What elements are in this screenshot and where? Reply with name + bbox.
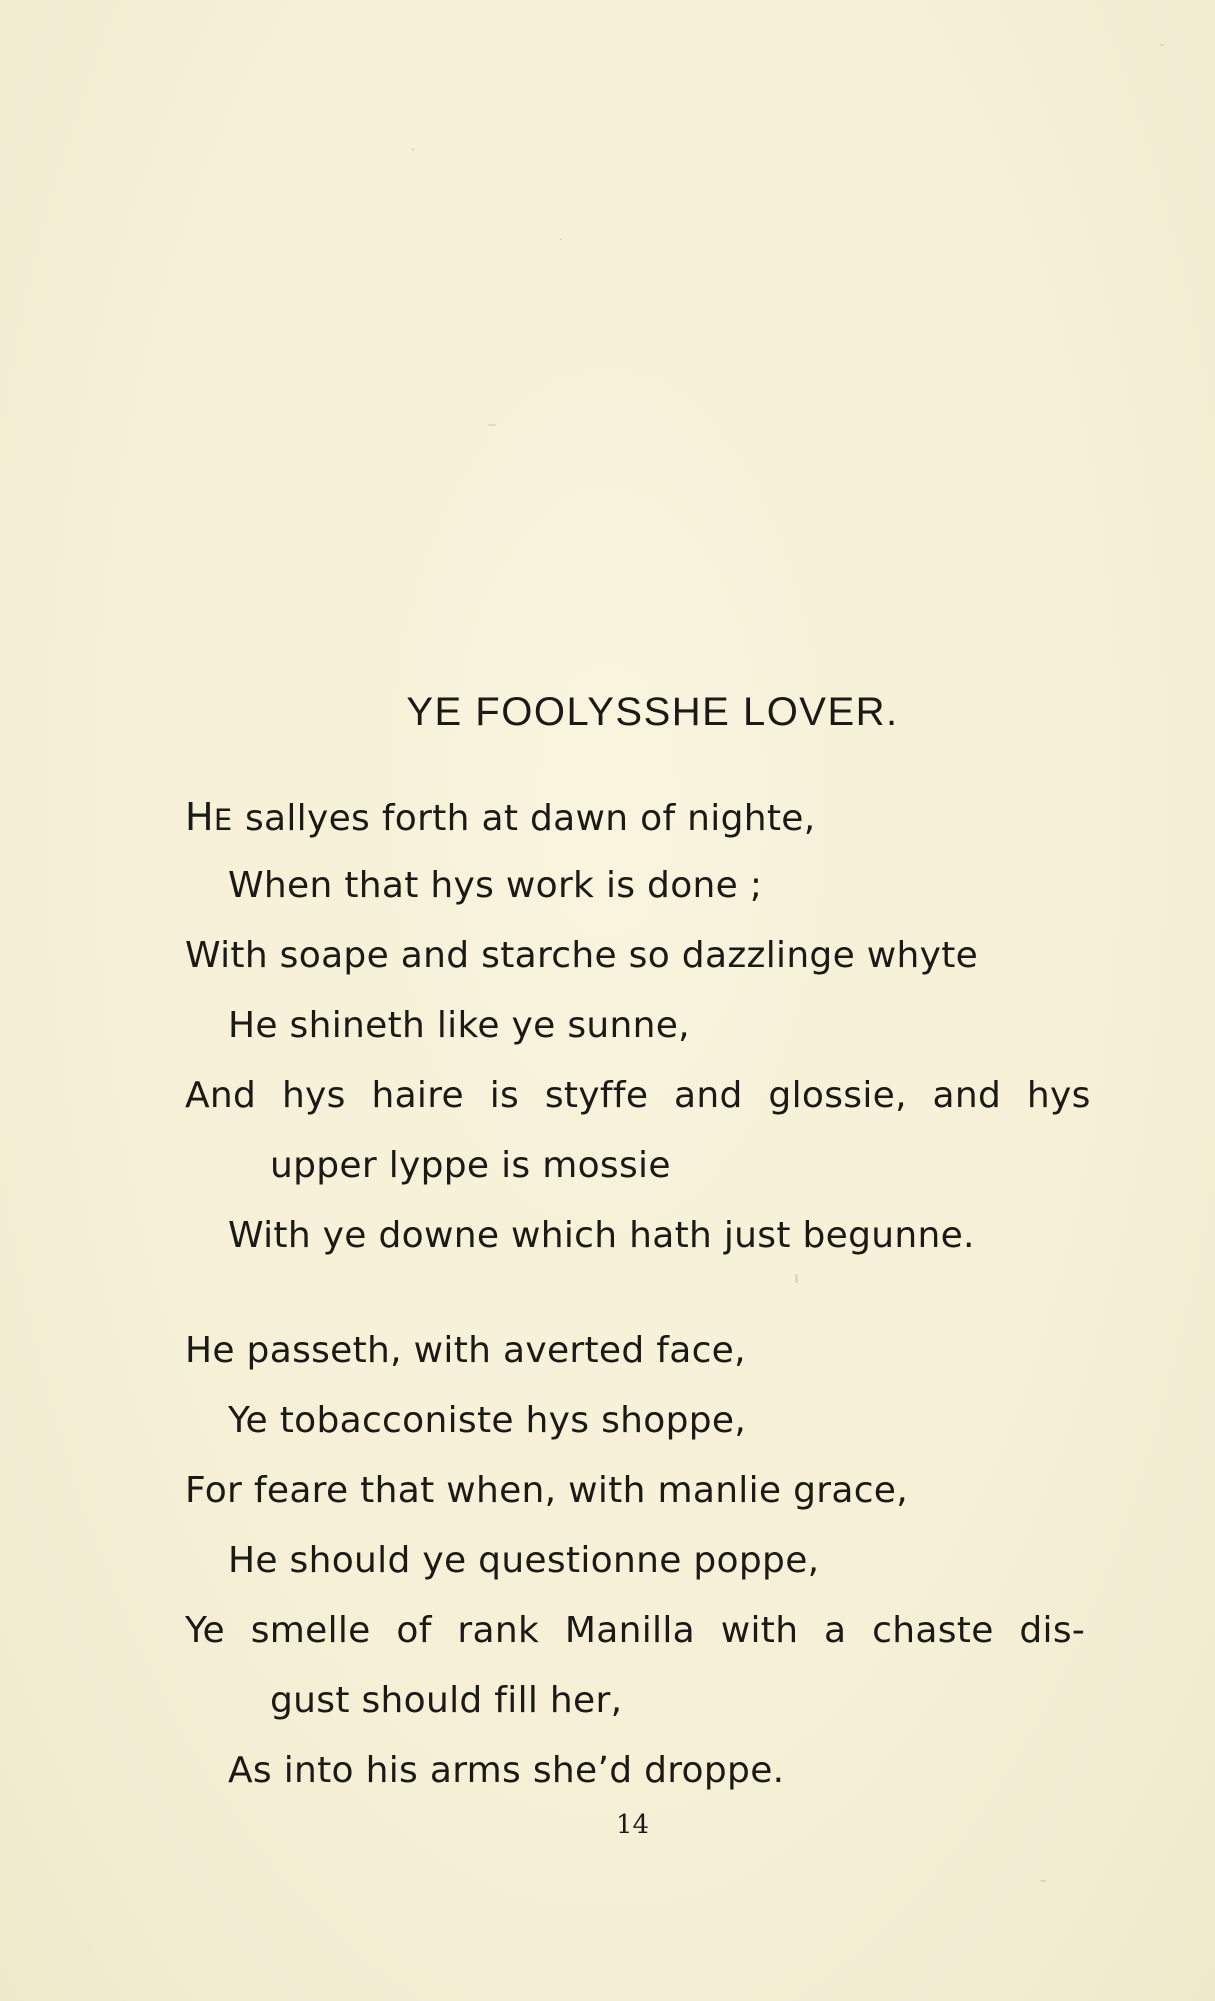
poem-title: YE FOOLYSSHE LOVER. <box>406 690 899 734</box>
poem-line <box>185 795 815 839</box>
page-number: 14 <box>615 1810 650 1840</box>
paper-speck <box>1040 1880 1046 1882</box>
small-caps-rest: E <box>213 803 234 837</box>
paper-speck <box>560 238 562 240</box>
poem-line: He passeth, with averted face, <box>185 1330 746 1371</box>
small-caps-initial: H <box>185 795 214 839</box>
poem-line: With ye downe which hath just begunne. <box>228 1215 975 1256</box>
poem-line: For feare that when, with manlie grace, <box>185 1470 908 1511</box>
poem-line: He shineth like ye sunne, <box>228 1005 690 1046</box>
poem-line-text: sallyes forth at dawn of nighte, <box>233 798 816 839</box>
poem-line: When that hys work is done ; <box>228 865 763 906</box>
paper-speck <box>795 1274 798 1283</box>
poem-line: gust should fill her, <box>270 1680 623 1721</box>
poem-line: And hys haire is styffe and glossie, and hys <box>185 1075 1091 1116</box>
poem-line: He should ye questionne poppe, <box>228 1540 820 1581</box>
paper-speck <box>488 424 496 426</box>
paper-speck <box>412 148 414 151</box>
paper-speck <box>1160 44 1164 46</box>
poem-line: upper lyppe is mossie <box>270 1145 671 1186</box>
poem-line: With soape and starche so dazzlinge whyte <box>185 935 979 976</box>
poem-line: Ye tobacconiste hys shoppe, <box>228 1400 747 1441</box>
poem-line: As into his arms she’d droppe. <box>228 1750 785 1791</box>
poem-line: Ye smelle of rank Manilla with a chaste dis- <box>185 1610 1086 1651</box>
